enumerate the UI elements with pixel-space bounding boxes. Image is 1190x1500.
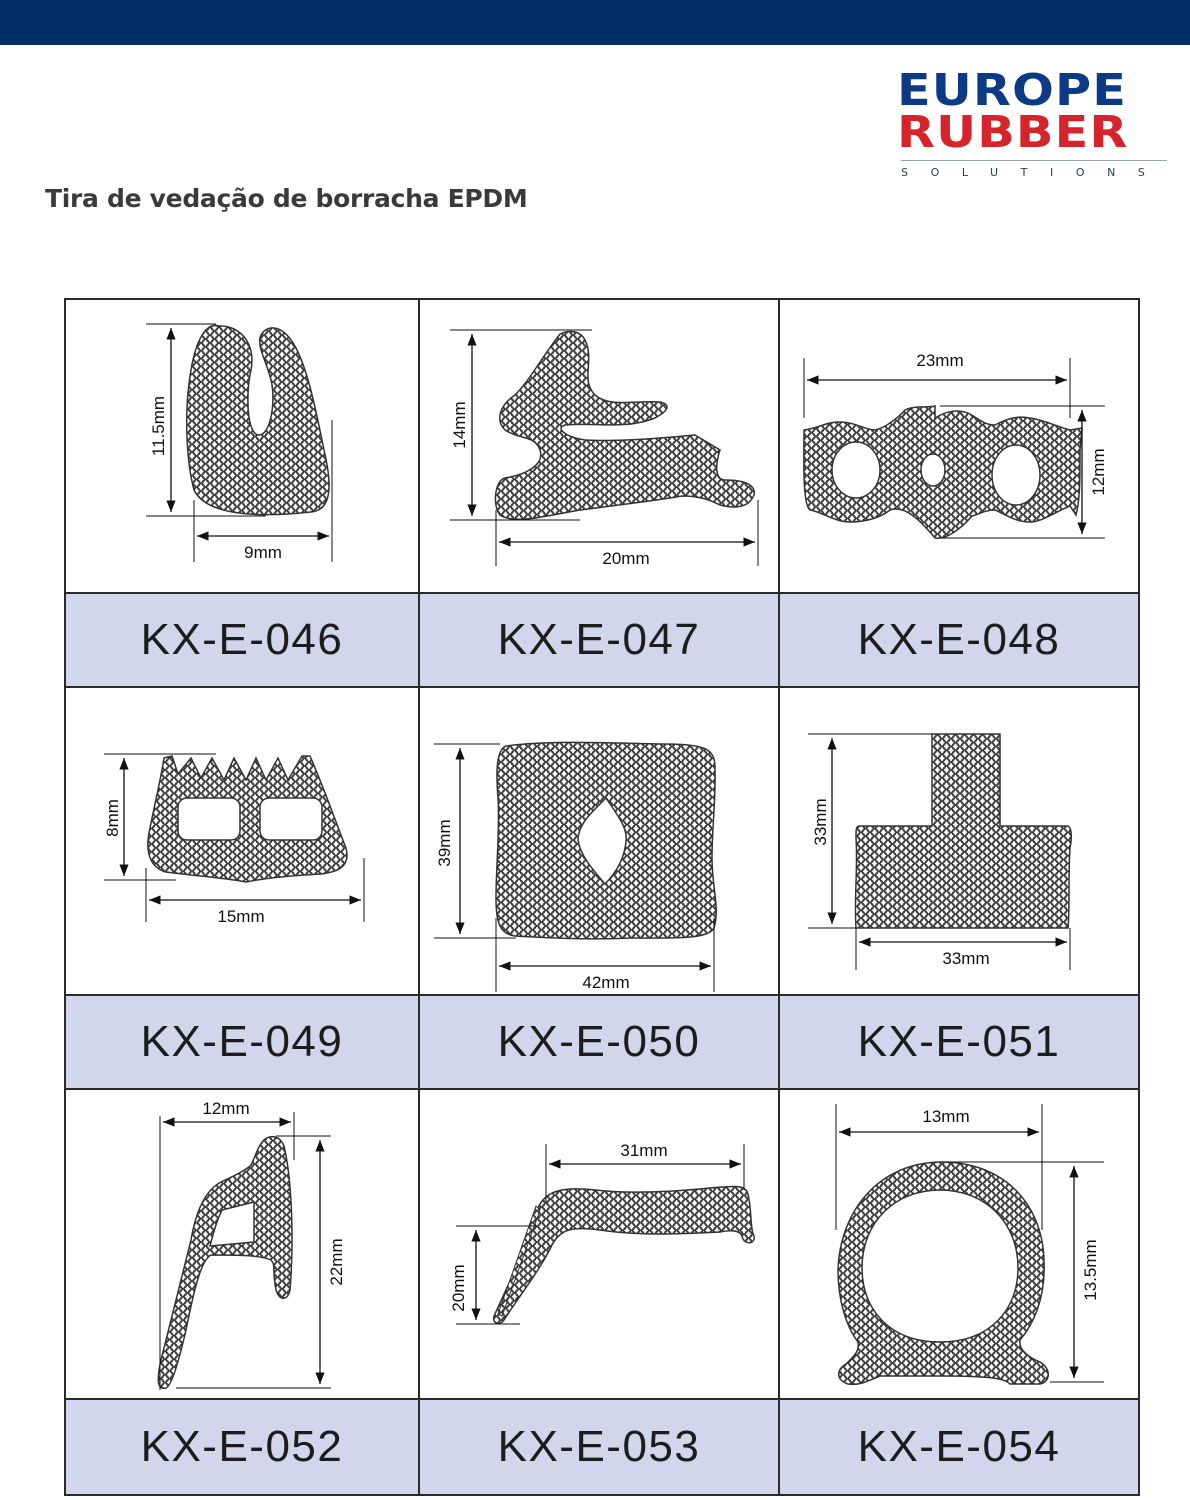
dim-height-label: 22mm [327, 1238, 346, 1286]
product-code-cell [418, 592, 780, 688]
product-drawing-kx-e-053 [418, 1088, 780, 1400]
product-code: KX-E-048 [857, 615, 1061, 664]
top-banner [0, 0, 1190, 45]
product-code-cell [418, 1398, 780, 1496]
document-title: Tira de vedação de borracha EPDM [45, 184, 528, 213]
product-grid [64, 298, 1140, 1498]
product-code-cell [64, 1398, 420, 1496]
logo-line-solutions: SOLUTIONS [901, 166, 1168, 179]
dim-height-label: 14mm [450, 401, 469, 449]
dim-width-label: 12mm [202, 1099, 250, 1118]
product-drawing-kx-e-047 [418, 298, 780, 594]
product-drawing-kx-e-051 [778, 686, 1140, 996]
dim-width-label: 15mm [217, 907, 265, 926]
product-code: KX-E-053 [497, 1422, 701, 1471]
product-drawing-kx-e-052 [64, 1088, 420, 1400]
dim-width-label: 42mm [582, 973, 630, 992]
dim-width-label: 13mm [922, 1107, 970, 1126]
dim-height-label: 8mm [103, 799, 122, 837]
product-drawing-kx-e-048 [778, 298, 1140, 594]
product-code: KX-E-047 [497, 615, 701, 664]
logo-line-europe: EUROPE [897, 65, 1128, 116]
dim-height-label: 12mm [1089, 448, 1108, 496]
product-code: KX-E-050 [497, 1017, 701, 1066]
dim-width-label: 31mm [620, 1141, 668, 1160]
product-code: KX-E-051 [857, 1017, 1061, 1066]
logo-line-rubber: RUBBER [897, 107, 1129, 158]
dim-width-label: 20mm [602, 549, 650, 568]
logo-divider [901, 160, 1167, 161]
dim-height-label: 33mm [811, 798, 830, 846]
product-drawing-kx-e-049 [64, 686, 420, 996]
europe-rubber-logo [897, 65, 1168, 180]
product-drawing-kx-e-054 [778, 1088, 1140, 1400]
product-code-cell [778, 592, 1140, 688]
dim-width-label: 9mm [244, 543, 282, 562]
product-drawing-kx-e-050 [418, 686, 780, 996]
dim-width-label: 23mm [916, 351, 964, 370]
product-drawing-kx-e-046 [64, 298, 420, 594]
product-code-cell [778, 994, 1140, 1090]
product-code-cell [64, 994, 420, 1090]
dim-height-label: 39mm [435, 819, 454, 867]
dim-height-label: 20mm [449, 1264, 468, 1312]
product-code: KX-E-052 [140, 1422, 344, 1471]
dim-height-label: 11.5mm [149, 395, 168, 457]
product-code-cell [64, 592, 420, 688]
product-code: KX-E-046 [140, 615, 344, 664]
product-code-cell [778, 1398, 1140, 1496]
product-code: KX-E-054 [857, 1422, 1061, 1471]
product-code-cell [418, 994, 780, 1090]
dim-height-label: 13.5mm [1081, 1239, 1100, 1301]
product-code: KX-E-049 [140, 1017, 344, 1066]
dim-width-label: 33mm [942, 949, 990, 968]
